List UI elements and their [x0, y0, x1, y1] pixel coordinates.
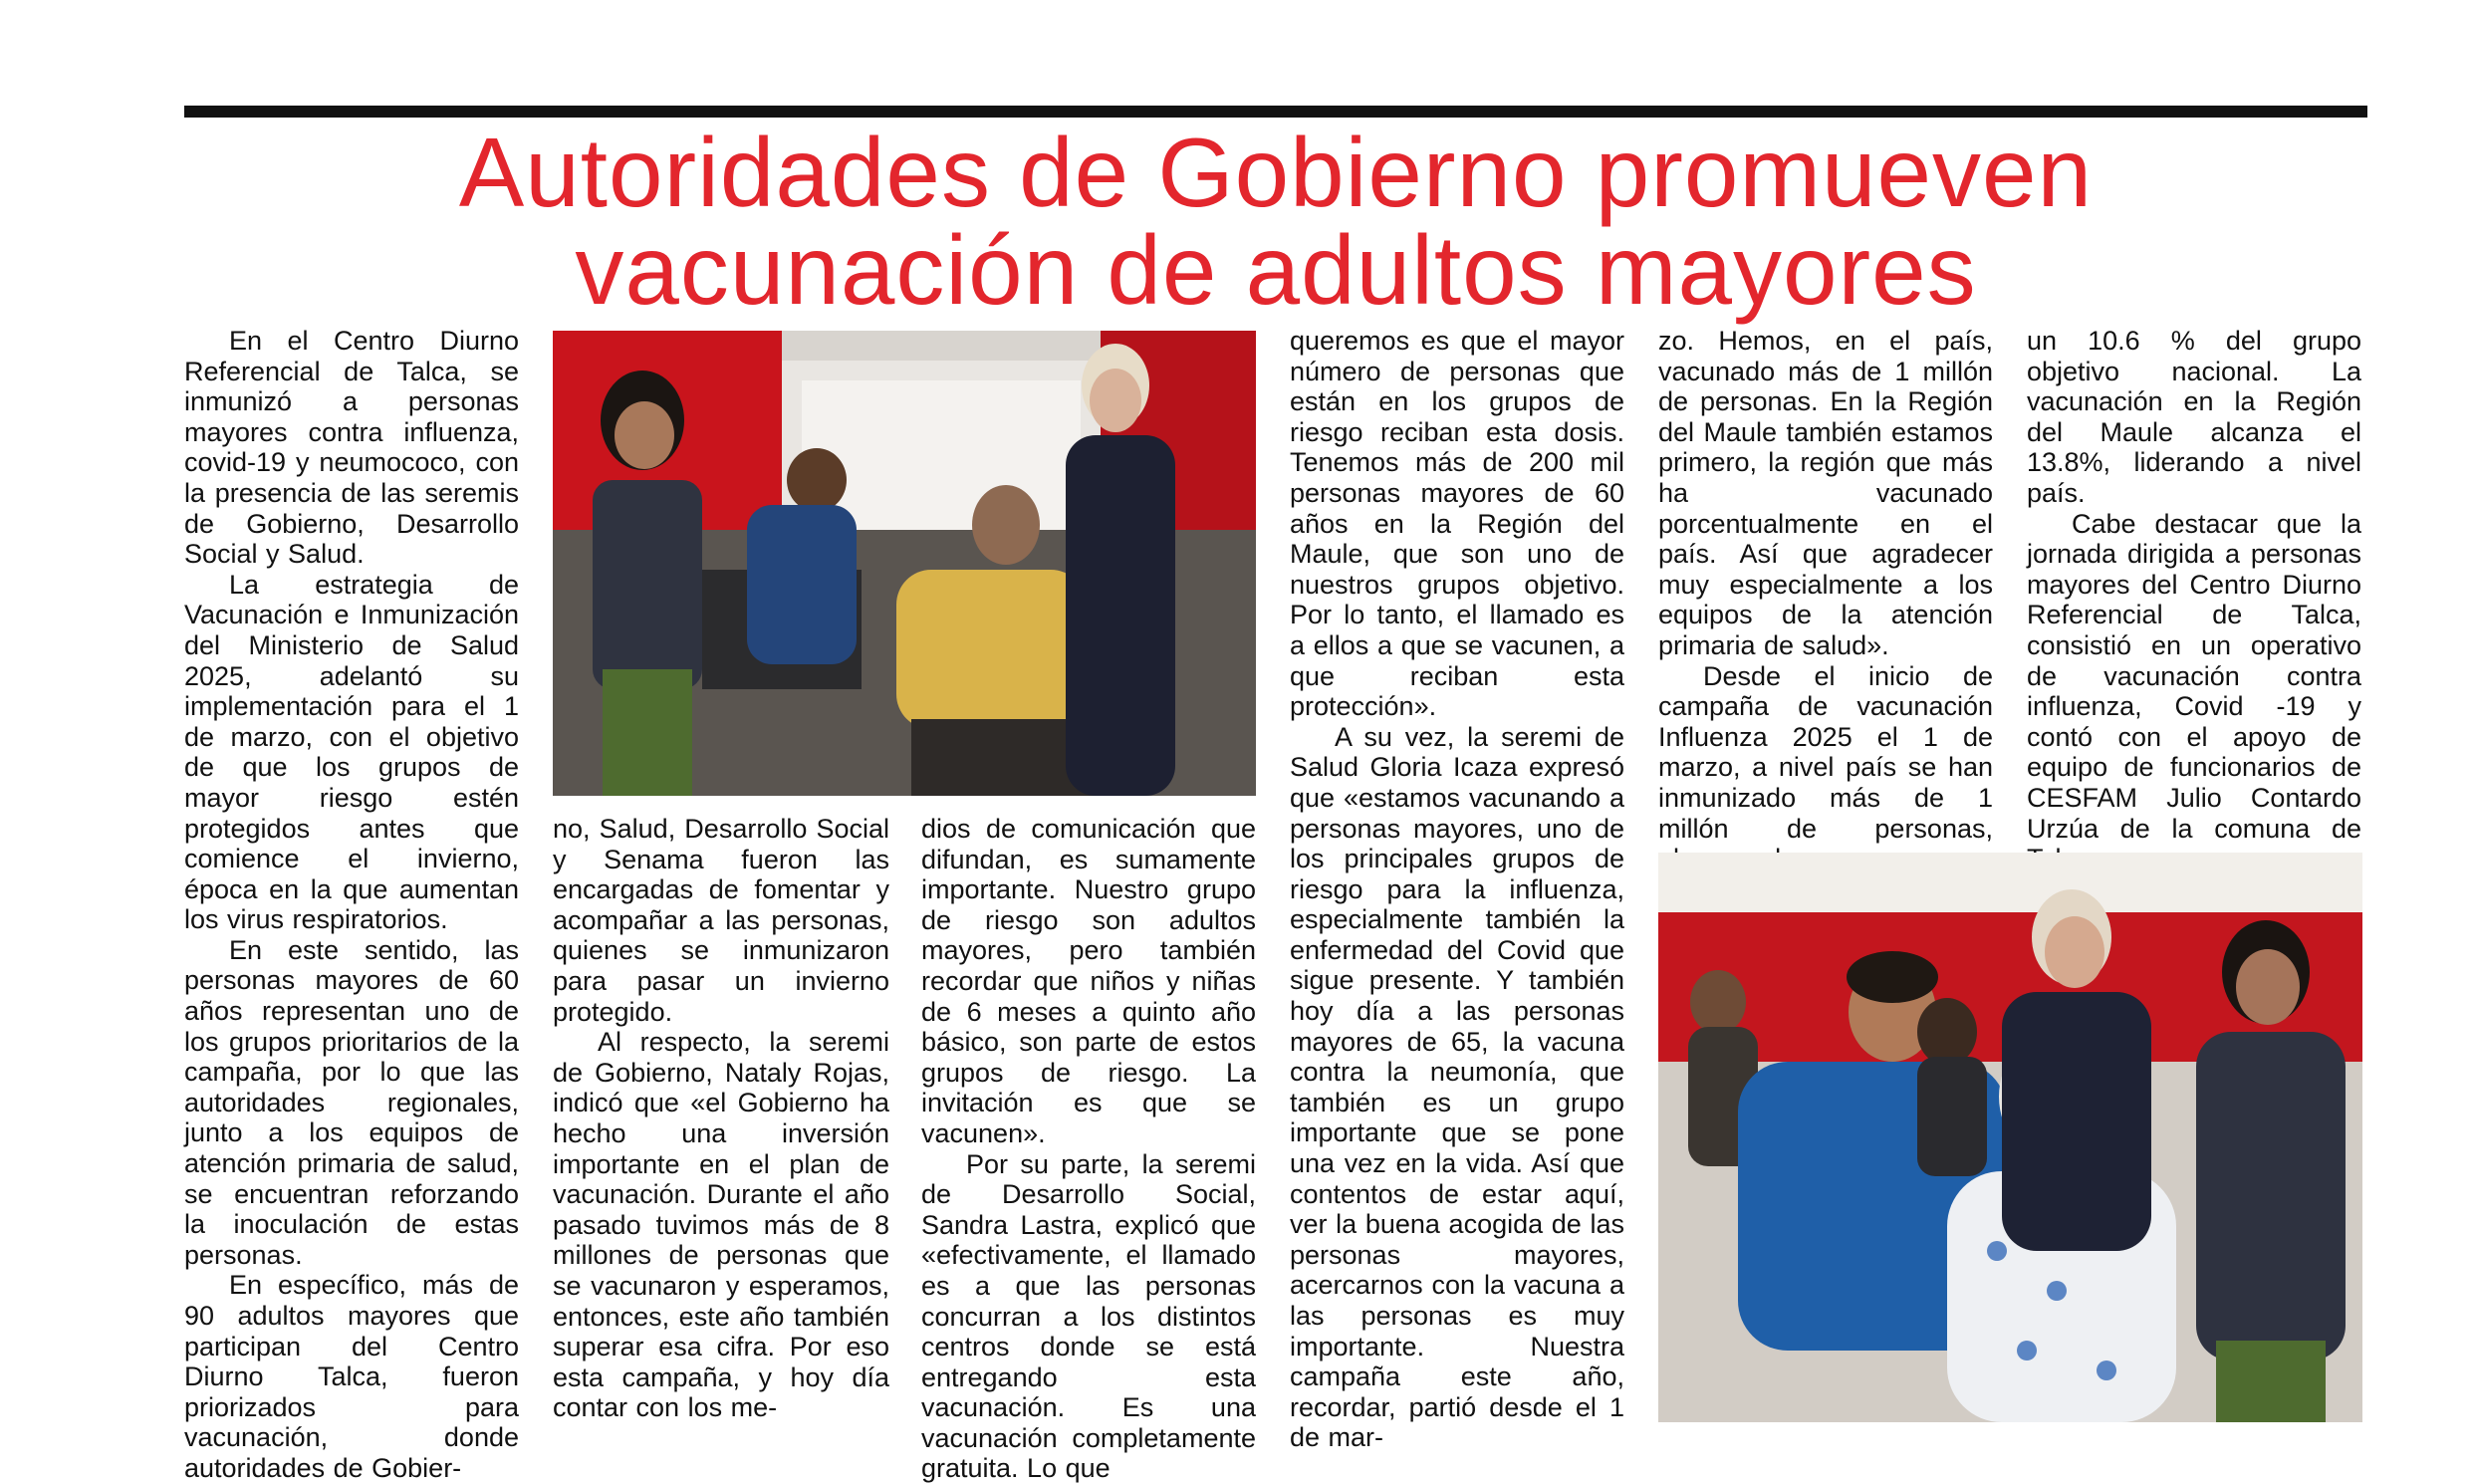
- paragraph: En el Centro Diurno Referencial de Talca, se inmunizó a personas mayores contra influenza, covid-19 y neumococo, con la presencia de las seremis de Gobierno, Desarrollo Social y Salud.: [184, 326, 519, 570]
- vaccination-photo-1: [553, 331, 1256, 796]
- paragraph: no, Salud, Desarrollo Social y Senama fueron las encargadas de fomentar y acompañar a las personas, quienes se inmunizaron para pasar un invierno protegido.: [553, 814, 889, 1027]
- paragraph: Al respecto, la seremi de Gobierno, Nataly Rojas, indicó que «el Gobierno ha hecho una inversión importante en el plan de vacunación. Durante el año pasado tuvimos más de 8 millones de personas que se vacunaron y esperamos, entonces, este año también superar esa cifra. Por eso esta campaña, y hoy día contar con los me-: [553, 1027, 889, 1423]
- top-rule: [184, 106, 2367, 118]
- vaccination-photo-2: [1658, 853, 2362, 1422]
- article-column-4: [1290, 326, 1624, 1453]
- paragraph: Por su parte, la seremi de Desarrollo Social, Sandra Lastra, explicó que «efectivamente, el llamado es a que las personas concurran a los distintos centros donde se está entregando esta vacunación. Es una vacunación completamente gratuita. Lo que: [921, 1148, 1256, 1484]
- article-column-2: [553, 814, 889, 1423]
- headline: [184, 118, 2367, 325]
- article-column-3: [921, 814, 1256, 1484]
- article-column-5: [1658, 326, 1993, 874]
- paragraph: zo. Hemos, en el país, vacunado más de 1 millón de personas. En la Región del Maule también estamos primero, la región que más ha vacunado porcentualmente en el país. Así que agradecer muy especialmente a los equipos de la atención primaria de salud».: [1658, 326, 1993, 660]
- paragraph: Cabe destacar que la jornada dirigida a personas mayores del Centro Diurno Referencial de Talca, consistió en un operativo de vacunación contra influenza, Covid -19 y contó con el apoyo de equipo de funcionarios de CESFAM Julio Contardo Urzúa de la comuna de: [2027, 508, 2361, 844]
- paragraph: Desde el inicio de campaña de vacunación Influenza 2025 el 1 de marzo, a nivel país se han inmunizado más de 1 millón de personas,: [1658, 660, 1993, 844]
- headline-line-2: vacunación de adultos mayores: [575, 215, 1977, 325]
- paragraph: un 10.6 % del grupo objetivo nacional. La vacunación en la Región del Maule alcanza el 13.8%, liderando a nivel país.: [2027, 326, 2361, 508]
- photo-elderly-man-vaccination: [553, 331, 1256, 796]
- paragraph: En específico, más de 90 adultos mayores que participan del Centro Diurno Talca, fueron priorizados para vacunación, donde autoridades de Gobier-: [184, 1270, 519, 1483]
- paragraph: queremos es que el mayor número de personas que están en los grupos de riesgo reciban esta dosis. Tenemos más de 200 mil personas mayores de 60 años en la Región del Maule, que son uno de nuestros grupos objetivo. Por lo tanto, el llamado es a ellos a que se vacunen, a que reciban esta protección».: [1290, 326, 1624, 722]
- article-column-1: [184, 326, 519, 1484]
- headline-line-1: Autoridades de Gobierno promueven: [458, 118, 2094, 227]
- paragraph: dios de comunicación que difundan, es sumamente importante. Nuestro grupo de riesgo son adultos mayores, pero también recordar que niños y niñas de 6 meses a quinto año básico, son parte de estos grupos de riesgo. La invitación es que se vacunen».: [921, 814, 1256, 1148]
- photo-elderly-woman-vaccination: [1658, 853, 2362, 1422]
- paragraph: En este sentido, las personas mayores de 60 años representan uno de los grupos prioritarios de la campaña, por lo que las autoridades regionales, junto a los equipos de atención primaria de salud, se encuentran reforzando la inoculación de estas personas.: [184, 934, 519, 1270]
- paragraph: La estrategia de Vacunación e Inmunización del Ministerio de Salud 2025, adelantó su implementación para el 1 de marzo, con el objetivo de que los grupos de mayor riesgo estén protegidos antes que comience el invierno, época en la que aumentan los virus respiratorios.: [184, 569, 519, 935]
- article-column-6: [2027, 326, 2361, 874]
- paragraph: A su vez, la seremi de Salud Gloria Icaza expresó que «estamos vacunando a personas mayores, uno de los principales grupos de riesgo para la influenza, especialmente también la enfermedad del Covid que sigue presente. Y también hoy día a las personas mayores de 65, la vacuna contra la neumonía, que también es un grupo importante que se pone una vez en la vida. Así que contentos de estar aquí, ver la buena acogida de las personas mayores, acercarnos con la vacuna a las personas es muy importante. Nuestra campaña este año, recordar, partió desde el 1 de mar-: [1290, 721, 1624, 1453]
